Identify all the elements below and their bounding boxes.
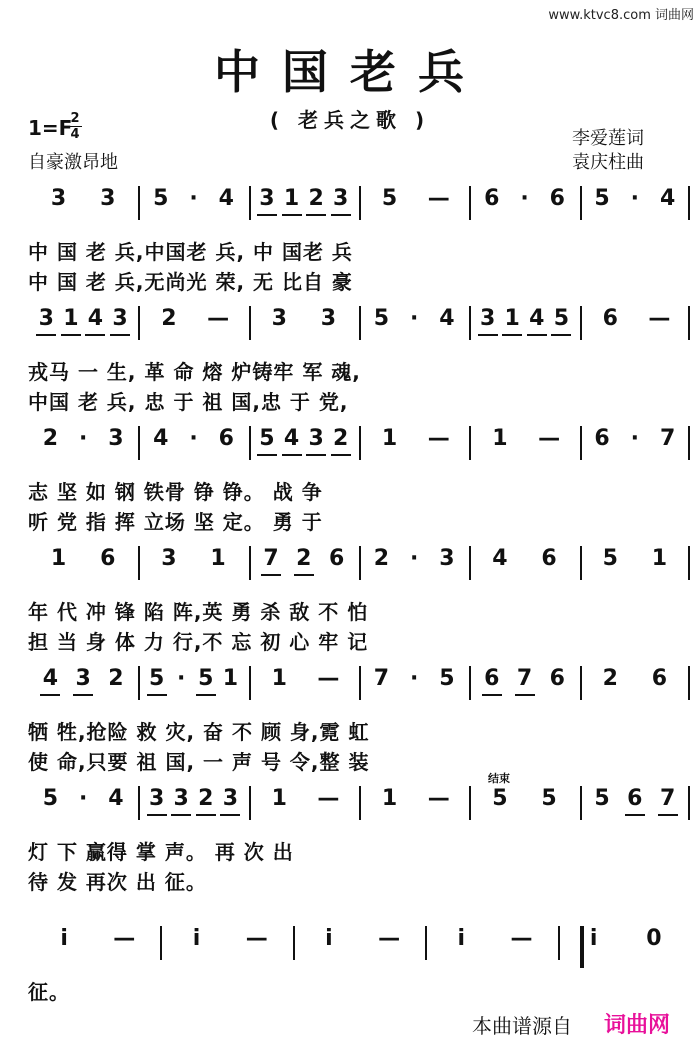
note: 5 — [42, 786, 59, 811]
bar-line — [580, 786, 582, 820]
composer-credit: 袁庆柱曲 — [572, 152, 644, 173]
note-underline — [257, 214, 277, 216]
lyric-line: 年 代 冲 锋 陷 阵,英 勇 杀 敌 不 怕 — [28, 600, 369, 624]
note: 4 — [218, 186, 234, 211]
note-underline — [502, 334, 522, 336]
note: 4 — [153, 426, 169, 451]
note: i — [325, 926, 333, 951]
lyric-line: 听 党 指 挥 立场 坚 定。 勇 于 — [28, 510, 323, 534]
note-underline — [257, 454, 277, 456]
note: · — [177, 666, 186, 691]
note: 5 — [602, 546, 618, 571]
note: 7 — [516, 666, 533, 691]
note: — — [427, 786, 450, 811]
note: 4 — [439, 306, 455, 331]
note: 4 — [87, 306, 104, 331]
lyric-line: 中 国 老 兵,中国老 兵, 中 国老 兵 — [28, 240, 353, 264]
note: 1 — [283, 186, 300, 211]
note: 5 — [381, 186, 398, 211]
note: 3 — [112, 306, 128, 331]
note: · — [409, 666, 419, 691]
note: — — [113, 926, 136, 951]
note: 5 — [373, 306, 390, 331]
note: 1 — [63, 306, 79, 331]
note-underline — [85, 334, 105, 336]
bar-line-end — [688, 186, 690, 220]
time-signature — [68, 112, 82, 141]
lyric-line: 志 坚 如 钢 铁骨 铮 铮。 战 争 — [28, 480, 323, 504]
note: · — [409, 546, 419, 571]
note: — — [317, 786, 340, 811]
bar-line — [138, 786, 140, 820]
note: · — [78, 786, 88, 811]
note: 5 — [553, 306, 570, 331]
note: 5 — [259, 426, 275, 451]
bar-line — [469, 666, 471, 700]
note: · — [409, 306, 419, 331]
note: · — [189, 426, 198, 451]
note: 3 — [75, 666, 91, 691]
bar-line — [249, 786, 251, 820]
note-underline — [658, 814, 678, 816]
bar-line — [469, 546, 471, 580]
bar-line — [425, 926, 427, 960]
bar-line — [469, 306, 471, 340]
note: i — [457, 926, 466, 951]
note: 6 — [328, 546, 345, 571]
note: 5 — [541, 786, 557, 811]
end-marking: 结束 — [488, 772, 510, 785]
note-underline — [551, 334, 571, 336]
note: — — [510, 926, 533, 951]
bar-line — [580, 426, 582, 460]
note: 3 — [333, 186, 349, 211]
note: 1 — [271, 786, 287, 811]
note: · — [630, 186, 639, 211]
note: 3 — [259, 186, 275, 211]
note: 1 — [50, 546, 67, 571]
bar-line — [469, 426, 471, 460]
note: 6 — [627, 786, 643, 811]
bar-line — [558, 926, 560, 960]
note: 6 — [100, 546, 116, 571]
song-subtitle: ( 老兵之歌 ) — [269, 108, 431, 132]
note: — — [317, 666, 340, 691]
note: 3 — [50, 186, 67, 211]
note: i — [60, 926, 68, 951]
bar-line — [359, 306, 361, 340]
note-underline — [282, 454, 302, 456]
bar-line — [249, 546, 251, 580]
note: — — [427, 426, 450, 451]
note: — — [427, 186, 450, 211]
bar-line — [359, 786, 361, 820]
note: 1 — [504, 306, 520, 331]
note-underline — [73, 694, 93, 696]
bar-line — [359, 666, 361, 700]
source-site-logo: 词曲网 — [604, 1013, 671, 1038]
note: 2 — [161, 306, 177, 331]
note: 6 — [484, 186, 500, 211]
note: 2 — [296, 546, 312, 571]
bar-line-end — [688, 666, 690, 700]
tempo-marking: 自豪激昂地 — [28, 152, 118, 173]
lyric-line: 使 命,只要 祖 国, 一 声 号 令,整 装 — [28, 750, 370, 774]
note: 4 — [529, 306, 545, 331]
note: 1 — [381, 426, 398, 451]
bar-line-end — [688, 306, 690, 340]
note: 7 — [659, 426, 676, 451]
note: 3 — [308, 426, 324, 451]
note: 6 — [484, 666, 500, 691]
note: 3 — [108, 426, 124, 451]
bar-line — [359, 186, 361, 220]
bar-line-end — [688, 786, 690, 820]
note: — — [648, 306, 671, 331]
note: — — [245, 926, 268, 951]
note: 3 — [271, 306, 287, 331]
note-underline — [331, 214, 351, 216]
bar-line — [249, 426, 251, 460]
note: 3 — [439, 546, 455, 571]
note: 7 — [373, 666, 390, 691]
note: 1 — [381, 786, 398, 811]
bar-line — [138, 666, 140, 700]
bar-line — [249, 306, 251, 340]
note: i — [192, 926, 201, 951]
bar-line — [249, 186, 251, 220]
bar-line-end — [688, 546, 690, 580]
note-underline — [171, 814, 191, 816]
note: 4 — [42, 666, 59, 691]
bar-line — [293, 926, 295, 960]
note: 2 — [198, 786, 214, 811]
note-underline — [625, 814, 645, 816]
note-underline — [527, 334, 547, 336]
lyricist-credit: 李爱莲词 — [572, 128, 644, 149]
note-underline — [196, 814, 216, 816]
bar-line — [160, 926, 162, 960]
lyric-line: 待 发 再次 出 征。 — [28, 870, 207, 894]
lyric-line: 担 当 身 体 力 行,不 忘 初 心 牢 记 — [28, 630, 369, 654]
note: 4 — [492, 546, 508, 571]
note-underline — [147, 694, 167, 696]
source-label: 本曲谱源自 — [472, 1014, 572, 1038]
key-signature: 1=F — [28, 116, 73, 140]
note-underline — [478, 334, 498, 336]
note: 1 — [210, 546, 226, 571]
site-watermark: www.ktvc8.com 词曲网 — [548, 8, 694, 23]
lyric-line: 中 国 老 兵,无尚光 荣, 无 比自 豪 — [28, 270, 353, 294]
note: 6 — [602, 306, 618, 331]
note: 3 — [38, 306, 54, 331]
note: 7 — [263, 546, 279, 571]
note: 1 — [651, 546, 668, 571]
note: 5 — [153, 186, 169, 211]
note: · — [189, 186, 198, 211]
note: 3 — [173, 786, 189, 811]
lyric-line: 中国 老 兵, 忠 于 祖 国,忠 于 党, — [28, 390, 349, 414]
bar-line — [138, 426, 140, 460]
note: 6 — [218, 426, 234, 451]
note-underline — [36, 334, 56, 336]
note: 6 — [594, 426, 610, 451]
note-underline — [294, 574, 314, 576]
bar-line — [359, 546, 361, 580]
bar-line — [469, 786, 471, 820]
note: 4 — [108, 786, 124, 811]
note: — — [378, 926, 401, 951]
note: 2 — [602, 666, 618, 691]
bar-line — [580, 306, 582, 340]
note: 5 — [198, 666, 214, 691]
note: 1 — [271, 666, 287, 691]
note-underline — [482, 694, 502, 696]
bar-line — [359, 426, 361, 460]
note-underline — [306, 214, 326, 216]
note: 2 — [308, 186, 324, 211]
note: — — [538, 426, 561, 451]
bar-line — [138, 306, 140, 340]
note: 6 — [549, 666, 565, 691]
lyric-line: 征。 — [28, 980, 70, 1004]
note: 3 — [479, 306, 496, 331]
note: 6 — [541, 546, 557, 571]
bar-line — [580, 186, 582, 220]
note: 3 — [320, 306, 337, 331]
note: 3 — [148, 786, 165, 811]
note: 1 — [492, 426, 508, 451]
note: i — [589, 926, 598, 951]
bar-line — [138, 546, 140, 580]
note: 4 — [659, 186, 676, 211]
note-underline — [306, 454, 326, 456]
note: 5 — [594, 186, 610, 211]
note: 0 — [646, 926, 662, 951]
song-title: 中国老兵 — [214, 45, 486, 99]
note: 5 — [148, 666, 165, 691]
note: · — [520, 186, 529, 211]
note: 3 — [161, 546, 177, 571]
meter-bottom: 4 — [70, 127, 80, 142]
note: 7 — [659, 786, 676, 811]
bar-line — [249, 666, 251, 700]
bar-line-end — [688, 426, 690, 460]
note-underline — [261, 574, 281, 576]
note: — — [207, 306, 230, 331]
note-underline — [110, 334, 130, 336]
note: 3 — [100, 186, 116, 211]
note: 2 — [333, 426, 349, 451]
note: 2 — [42, 426, 59, 451]
bar-line — [138, 186, 140, 220]
note-underline — [220, 814, 240, 816]
note: 3 — [222, 786, 239, 811]
note-underline — [331, 454, 351, 456]
note: 5 — [439, 666, 455, 691]
note: 5 — [594, 786, 610, 811]
note: · — [78, 426, 88, 451]
note: 6 — [651, 666, 668, 691]
note: 4 — [283, 426, 300, 451]
note: 5 — [492, 786, 508, 811]
note-underline — [147, 814, 167, 816]
note-underline — [61, 334, 81, 336]
note: 1 — [222, 666, 239, 691]
note-underline — [515, 694, 535, 696]
note-underline — [196, 694, 216, 696]
bar-line — [580, 666, 582, 700]
bar-line — [580, 546, 582, 580]
note-underline — [40, 694, 60, 696]
note: · — [630, 426, 639, 451]
note-underline — [282, 214, 302, 216]
note: 2 — [108, 666, 124, 691]
bar-line — [469, 186, 471, 220]
note: 6 — [549, 186, 565, 211]
meter-top: 2 — [70, 111, 80, 126]
lyric-line: 戎马 一 生, 革 命 熔 炉铸牢 军 魂, — [28, 360, 361, 384]
lyric-line: 牺 牲,抢险 救 灾, 奋 不 顾 身,霓 虹 — [28, 720, 370, 744]
lyric-line: 灯 下 赢得 掌 声。 再 次 出 — [28, 840, 294, 864]
bar-line-end — [580, 926, 584, 968]
note: 2 — [373, 546, 390, 571]
